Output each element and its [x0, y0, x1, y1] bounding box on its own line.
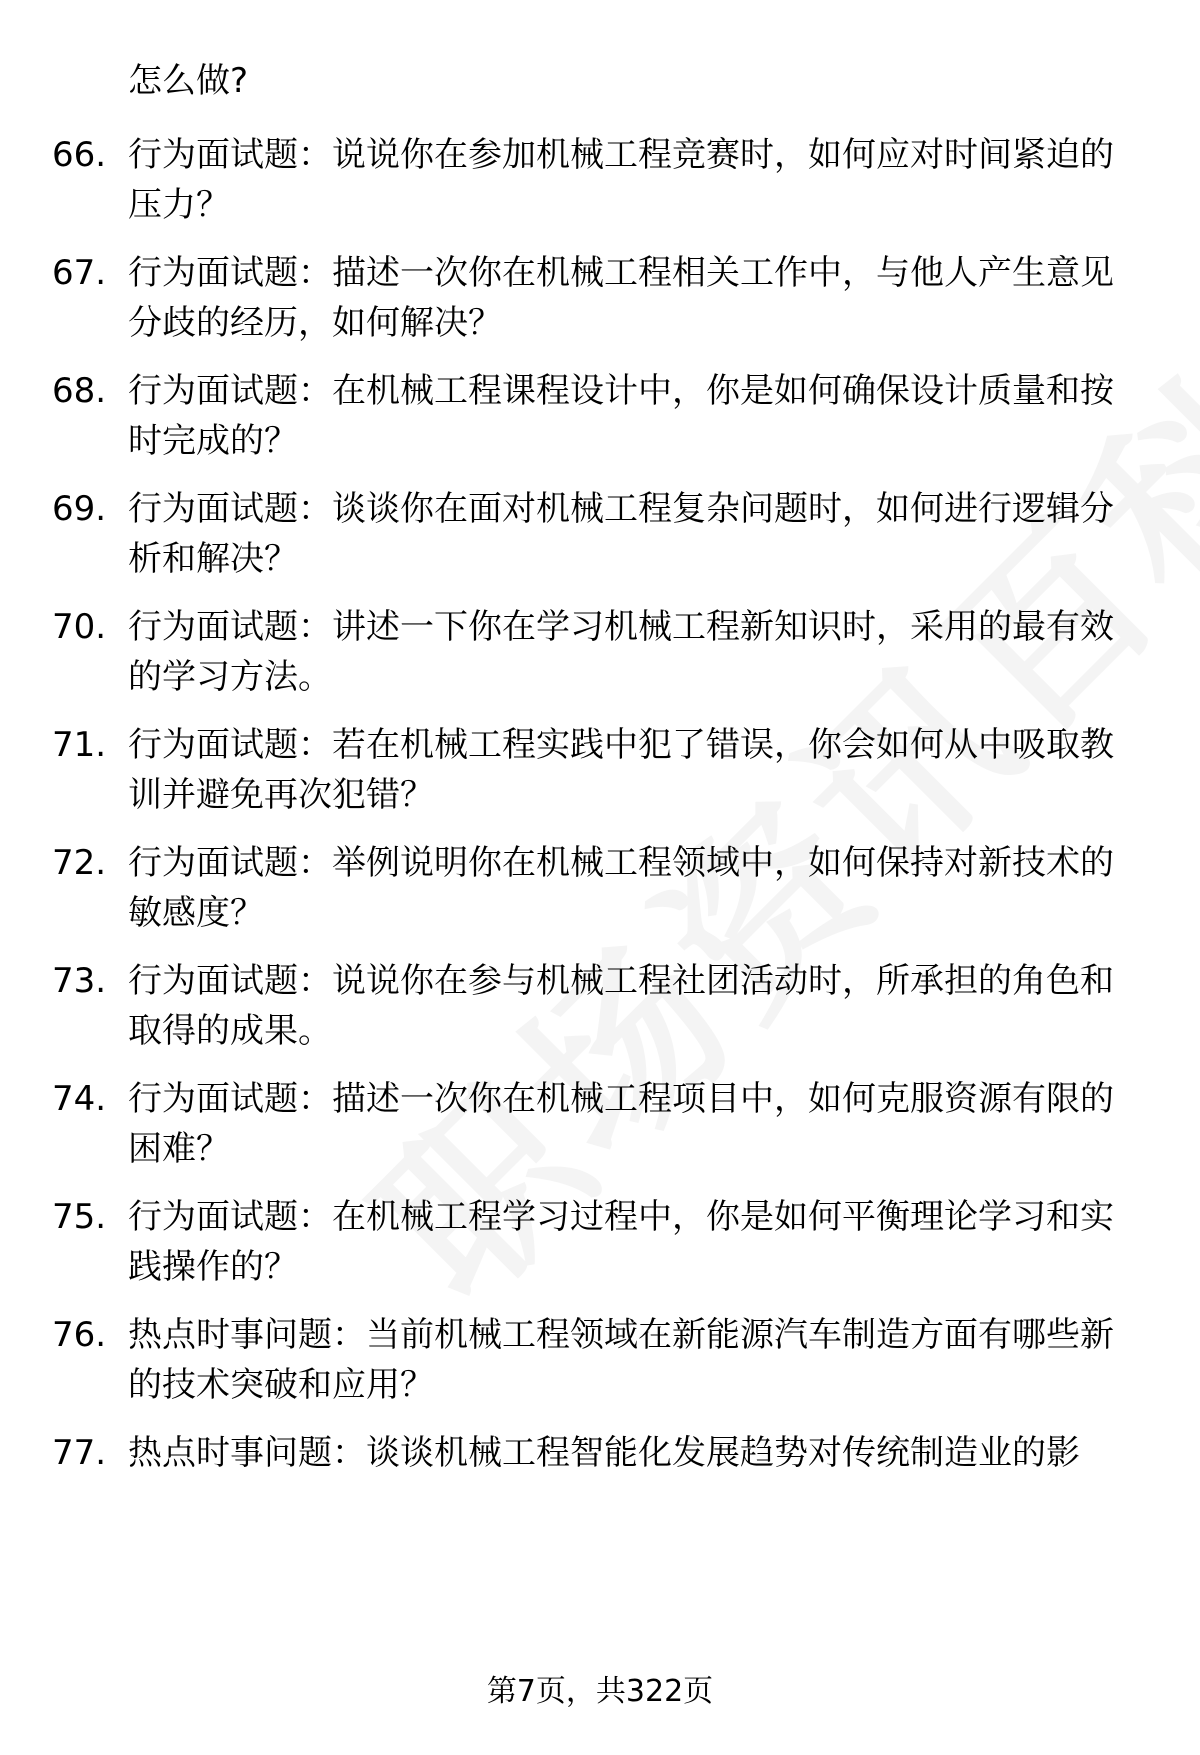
- question-text: 行为面试题：谈谈你在面对机械工程复杂问题时，如何进行逻辑分析和解决？: [128, 489, 1114, 579]
- question-number: 69.: [52, 489, 107, 529]
- question-text: 行为面试题：描述一次你在机械工程相关工作中，与他人产生意见分歧的经历，如何解决？: [128, 253, 1114, 343]
- question-item: [52, 602, 1138, 702]
- question-number: 75.: [52, 1197, 107, 1237]
- question-item: [52, 1428, 1138, 1478]
- question-item: [52, 130, 1138, 230]
- question-item: [52, 720, 1138, 820]
- question-item: [52, 484, 1138, 584]
- question-item: [52, 248, 1138, 348]
- question-number: 74.: [52, 1079, 107, 1119]
- question-text: 行为面试题：讲述一下你在学习机械工程新知识时，采用的最有效的学习方法。: [128, 607, 1114, 697]
- question-text: 热点时事问题：谈谈机械工程智能化发展趋势对传统制造业的影: [128, 1433, 1080, 1473]
- question-number: 70.: [52, 607, 107, 647]
- question-text: 行为面试题：在机械工程学习过程中，你是如何平衡理论学习和实践操作的？: [128, 1197, 1114, 1287]
- question-item: [52, 1310, 1138, 1410]
- question-item: [52, 838, 1138, 938]
- question-number: 73.: [52, 961, 107, 1001]
- question-number: 76.: [52, 1315, 107, 1355]
- question-item: [52, 956, 1138, 1056]
- page-footer: 第7页，共322页: [486, 1674, 714, 1709]
- question-text: 行为面试题：举例说明你在机械工程领域中，如何保持对新技术的敏感度？: [128, 843, 1114, 933]
- question-text: 行为面试题：说说你在参加机械工程竞赛时，如何应对时间紧迫的压力？: [128, 135, 1114, 225]
- question-item: [52, 1192, 1138, 1292]
- question-text: 行为面试题：在机械工程课程设计中，你是如何确保设计质量和按时完成的？: [128, 371, 1114, 461]
- question-number: 77.: [52, 1433, 107, 1473]
- question-text: 行为面试题：若在机械工程实践中犯了错误，你会如何从中吸取教训并避免再次犯错？: [128, 725, 1114, 815]
- continuation-text: 怎么做?: [128, 61, 249, 101]
- question-number: 66.: [52, 135, 107, 175]
- question-number: 67.: [52, 253, 107, 293]
- question-number: 71.: [52, 725, 107, 765]
- question-text: 行为面试题：描述一次你在机械工程项目中，如何克服资源有限的困难？: [128, 1079, 1114, 1169]
- question-number: 68.: [52, 371, 107, 411]
- question-text: 行为面试题：说说你在参与机械工程社团活动时，所承担的角色和取得的成果。: [128, 961, 1114, 1051]
- question-item: [52, 366, 1138, 466]
- question-item: [52, 1074, 1138, 1174]
- question-number: 72.: [52, 843, 107, 883]
- question-text: 热点时事问题：当前机械工程领域在新能源汽车制造方面有哪些新的技术突破和应用？: [128, 1315, 1114, 1405]
